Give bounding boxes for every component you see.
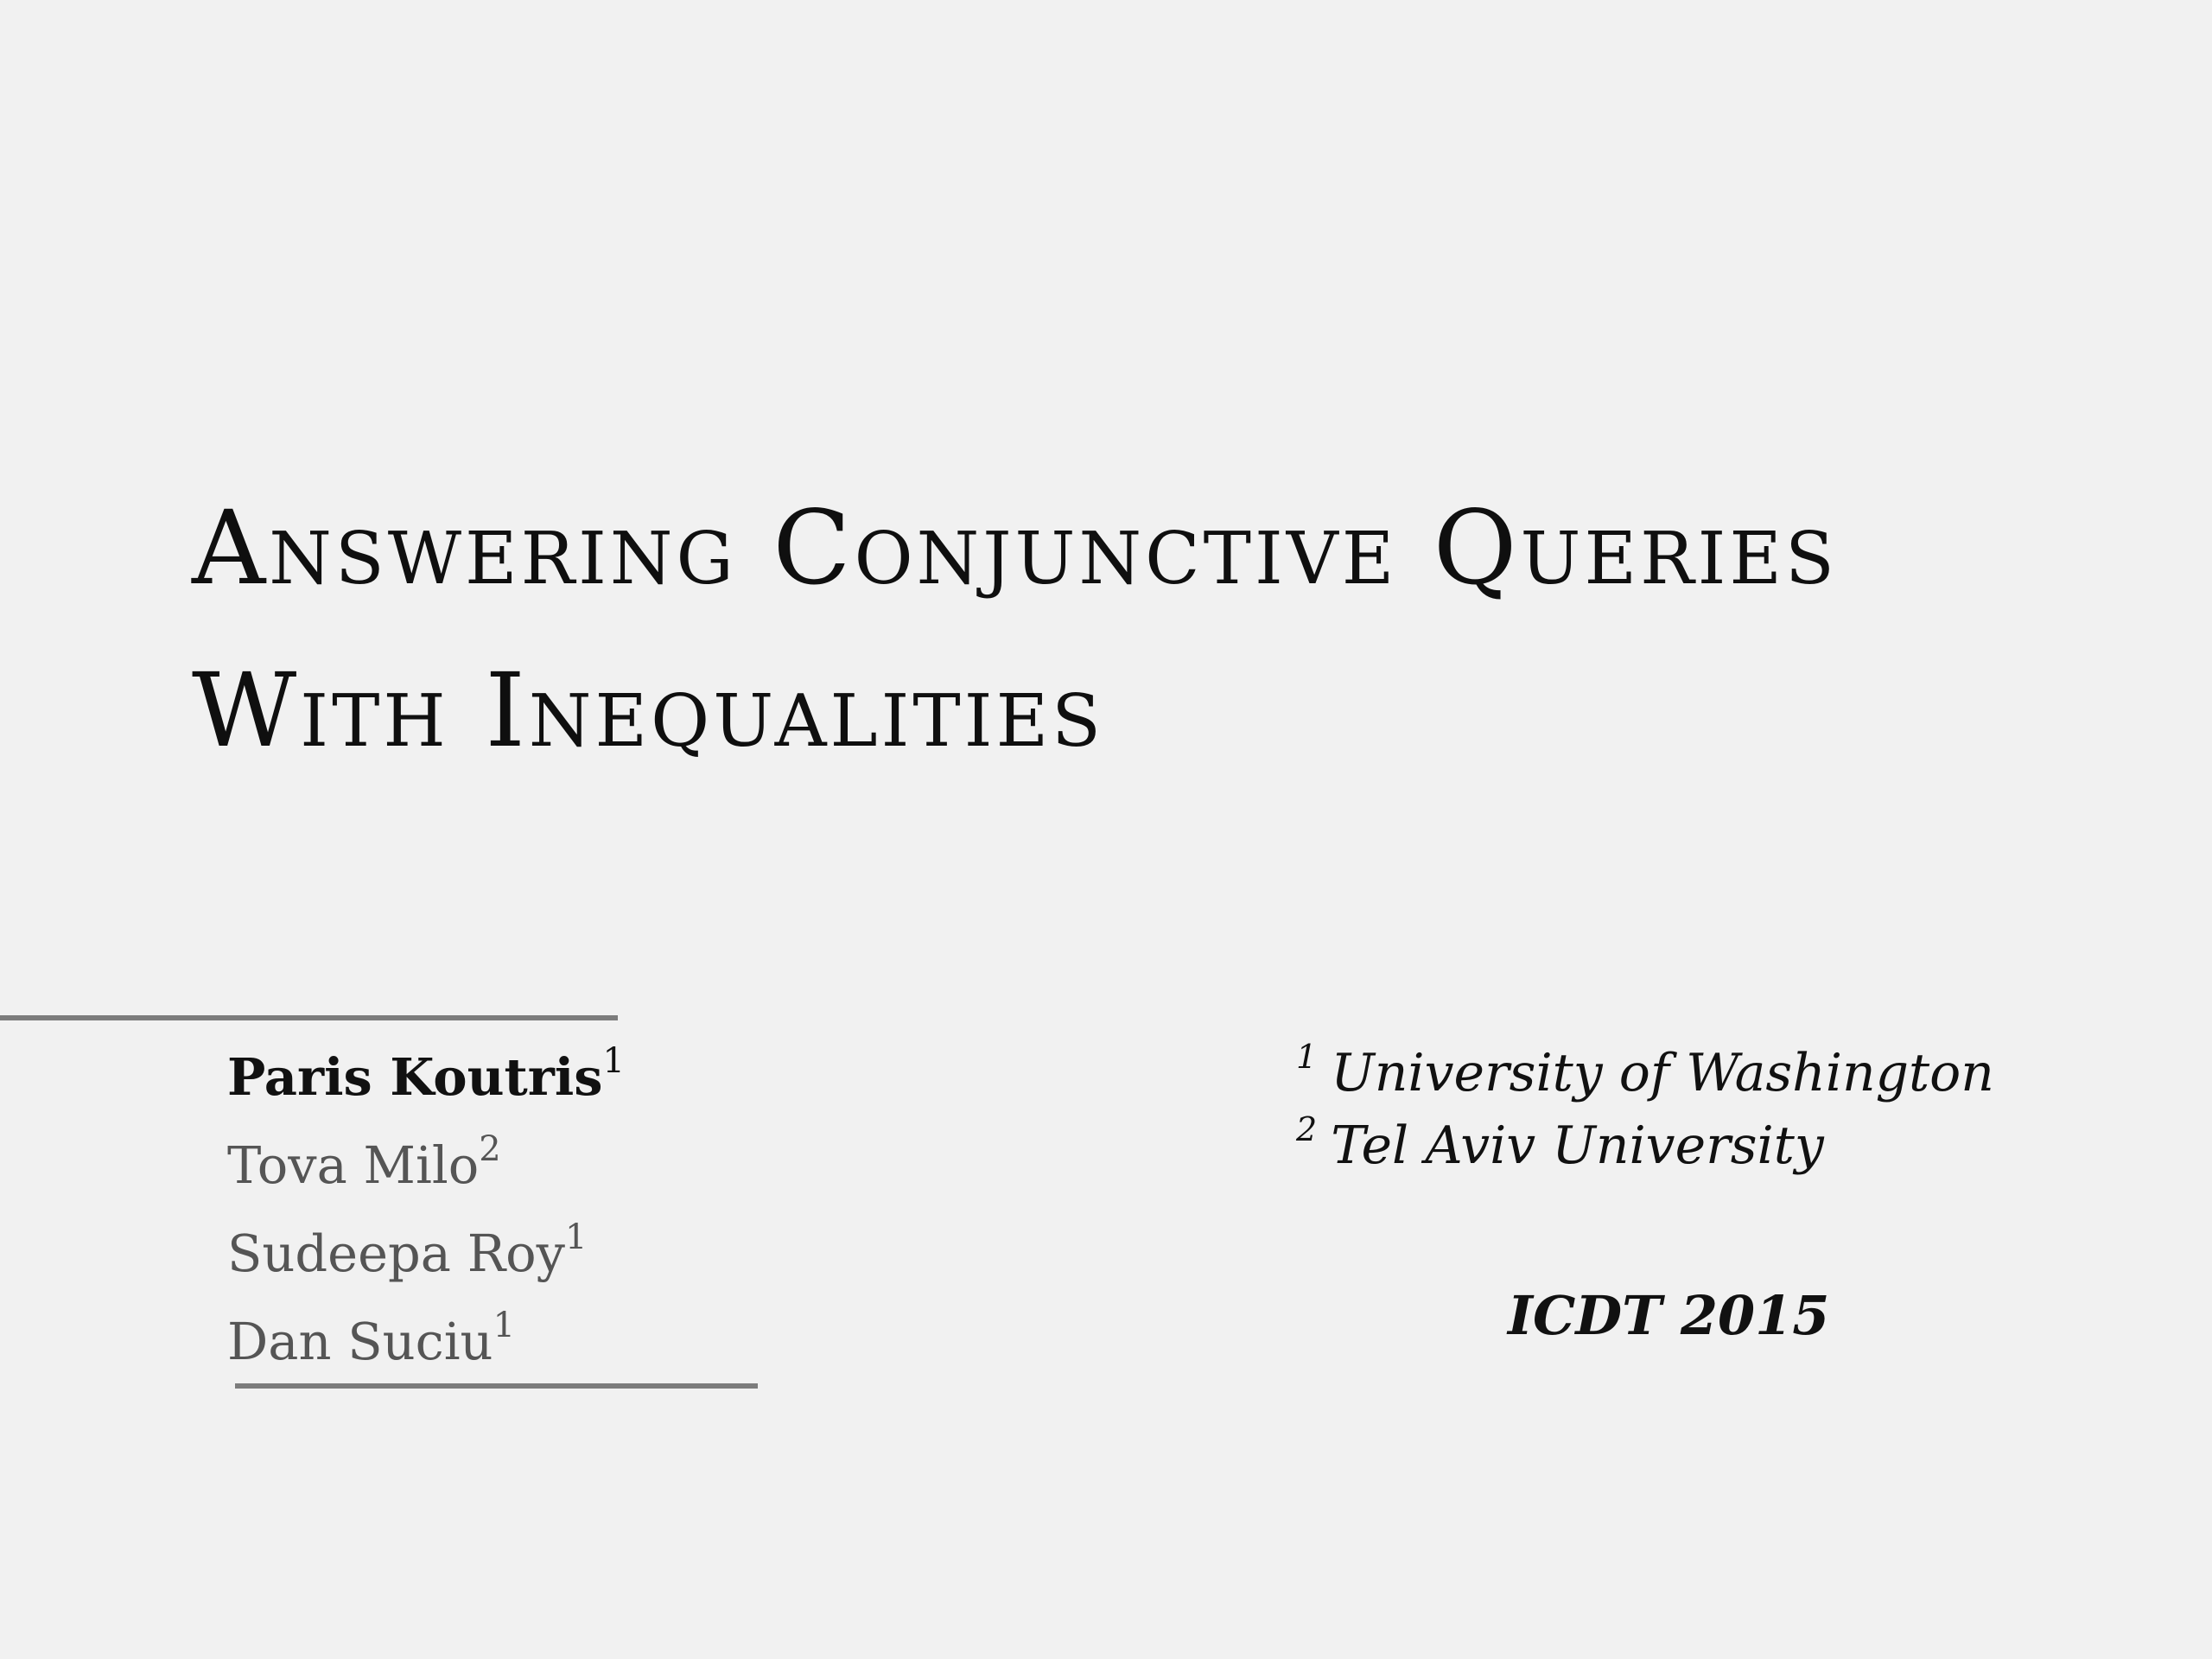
- author: [227, 1210, 625, 1298]
- author-name: Dan Suciu: [227, 1312, 493, 1371]
- affiliation-name: Tel Aviv University: [1331, 1116, 1824, 1176]
- title-line-2: With Inequalities: [192, 651, 1105, 770]
- affiliation-mark: 1: [493, 1306, 516, 1345]
- affiliation-mark: 2: [1296, 1110, 1318, 1148]
- affiliation-mark: 1: [602, 1041, 625, 1081]
- affiliation-list: [1296, 1037, 1994, 1182]
- author-block-bottom-rule: [235, 1383, 758, 1389]
- affiliation-mark: 1: [565, 1217, 588, 1257]
- author: [227, 1122, 625, 1210]
- author-presenter: [227, 1033, 625, 1122]
- author-name: Tova Milo: [227, 1135, 480, 1195]
- author-name: Paris Koutris: [227, 1047, 603, 1107]
- title-line-1: Answering Conjunctive Queries: [192, 488, 1838, 607]
- affiliation-mark: 2: [479, 1129, 501, 1169]
- slide-title: [192, 467, 2050, 791]
- venue-label: ICDT 2015: [1508, 1284, 1830, 1347]
- author-list: [227, 1033, 625, 1386]
- author-name: Sudeepa Roy: [227, 1224, 565, 1283]
- author-block-top-rule: [0, 1015, 618, 1020]
- affiliation-name: University of Washington: [1331, 1043, 1994, 1103]
- affiliation-mark: 1: [1296, 1038, 1318, 1076]
- affiliation: [1296, 1109, 1994, 1182]
- author: [227, 1298, 625, 1386]
- affiliation: [1296, 1037, 1994, 1109]
